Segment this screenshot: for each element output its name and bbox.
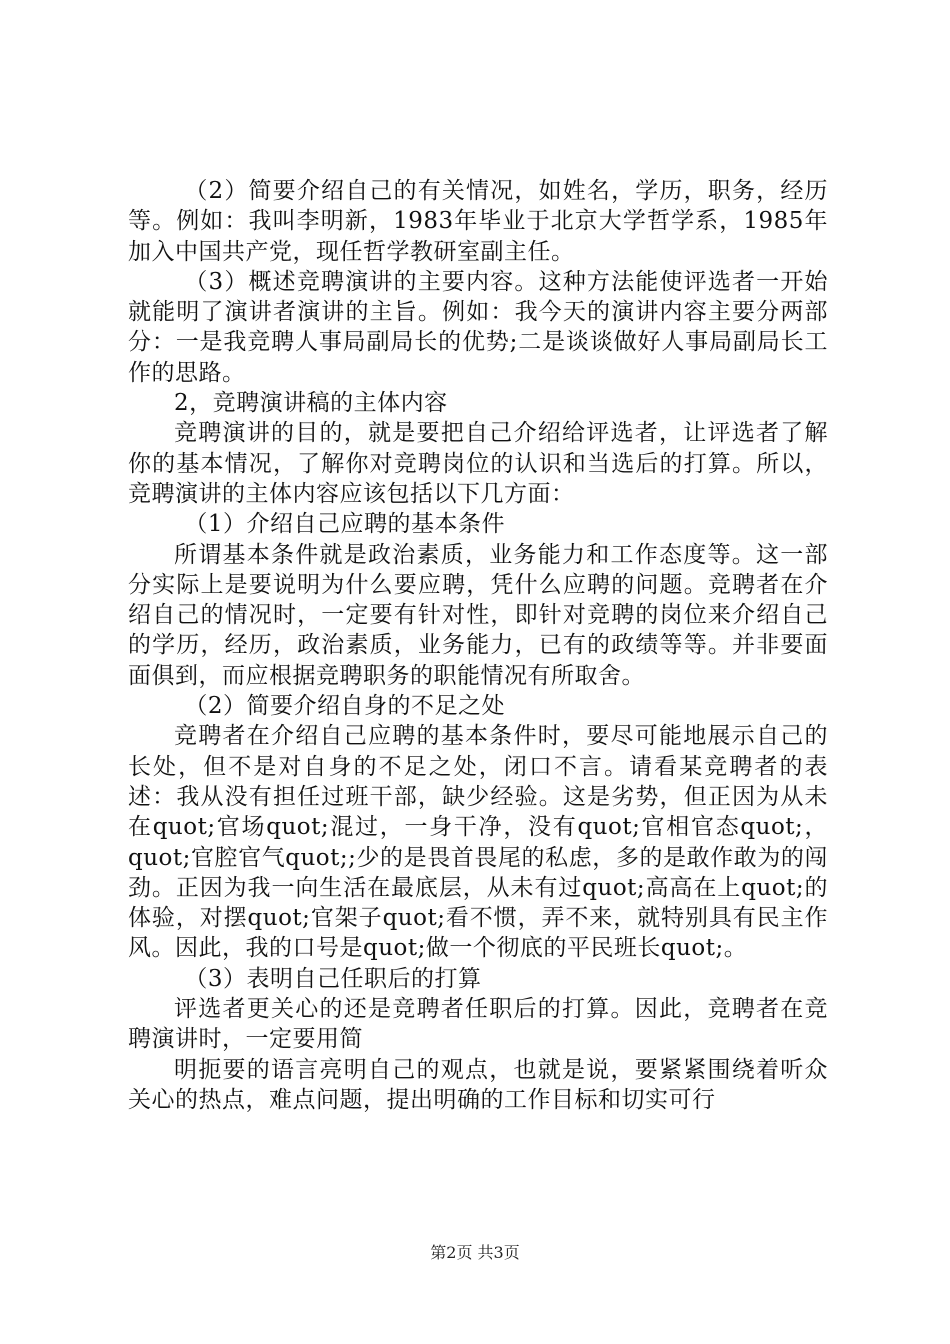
subheading-plans: （3）表明自己任职后的打算 bbox=[184, 965, 482, 992]
paragraph-plans: 评选者更关心的还是竞聘者任职后的打算。因此，竞聘者在竞聘演讲时，一定要用简 bbox=[128, 996, 828, 1053]
paragraph-shortcomings: 竞聘者在介绍自己应聘的基本条件时，要尽可能地展示自己的长处，但不是对自身的不足之处，闭口不言。请看某竞聘者的表述：我从没有担任过班干部，缺少经验。这是劣势，但正因为从未在quot;官场quot;混过，一身干净，没有quot;官相官态quot;，quot;官腔官气quot;;少的是畏首畏尾的私虑，多的是敢作敢为的闯劲。正因为我一向生活在最底层，从未有过quot;高高在上quot;的体验，对摆quot;官架子quot;看不惯，弄不来，就特别具有民主作风。因此，我的口号是quot;做一个彻底的平民班长quot;。 bbox=[128, 723, 828, 962]
page-number-footer: 第2页 共3页 bbox=[430, 1243, 520, 1262]
paragraph-plans-continued: 明扼要的语言亮明自己的观点，也就是说，要紧紧围绕着听众关心的热点，难点问题，提出明确的工作目标和切实可行 bbox=[128, 1056, 828, 1113]
document-body bbox=[128, 176, 828, 1115]
section-heading-main-content: 2，竞聘演讲稿的主体内容 bbox=[174, 390, 448, 417]
subheading-shortcomings: （2）简要介绍自身的不足之处 bbox=[184, 693, 505, 720]
paragraph-basic-conditions: 所谓基本条件就是政治素质，业务能力和工作态度等。这一部分实际上是要说明为什么要应聘，凭什么应聘的问题。竞聘者在介绍自己的情况时，一定要有针对性，即针对竞聘的岗位来介绍自己的学历，经历，政治素质，业务能力，已有的政绩等等。并非要面面俱到，而应根据竞聘职务的职能情况有所取舍。 bbox=[128, 541, 828, 689]
paragraph-self-intro: （2）简要介绍自己的有关情况，如姓名，学历，职务，经历等。例如：我叫李明新，1983年毕业于北京大学哲学系，1985年加入中国共产党，现任哲学教研室副主任。 bbox=[128, 178, 828, 265]
subheading-basic-conditions: （1）介绍自己应聘的基本条件 bbox=[184, 511, 505, 538]
paragraph-content-summary: （3）概述竞聘演讲的主要内容。这种方法能使评选者一开始就能明了演讲者演讲的主旨。例如：我今天的演讲内容主要分两部分：一是我竞聘人事局副局长的优势;二是谈谈做好人事局副局长工作的思路。 bbox=[128, 268, 828, 386]
paragraph-purpose: 竞聘演讲的目的，就是要把自己介绍给评选者，让评选者了解你的基本情况，了解你对竞聘岗位的认识和当选后的打算。所以，竞聘演讲的主体内容应该包括以下几方面： bbox=[128, 420, 828, 507]
